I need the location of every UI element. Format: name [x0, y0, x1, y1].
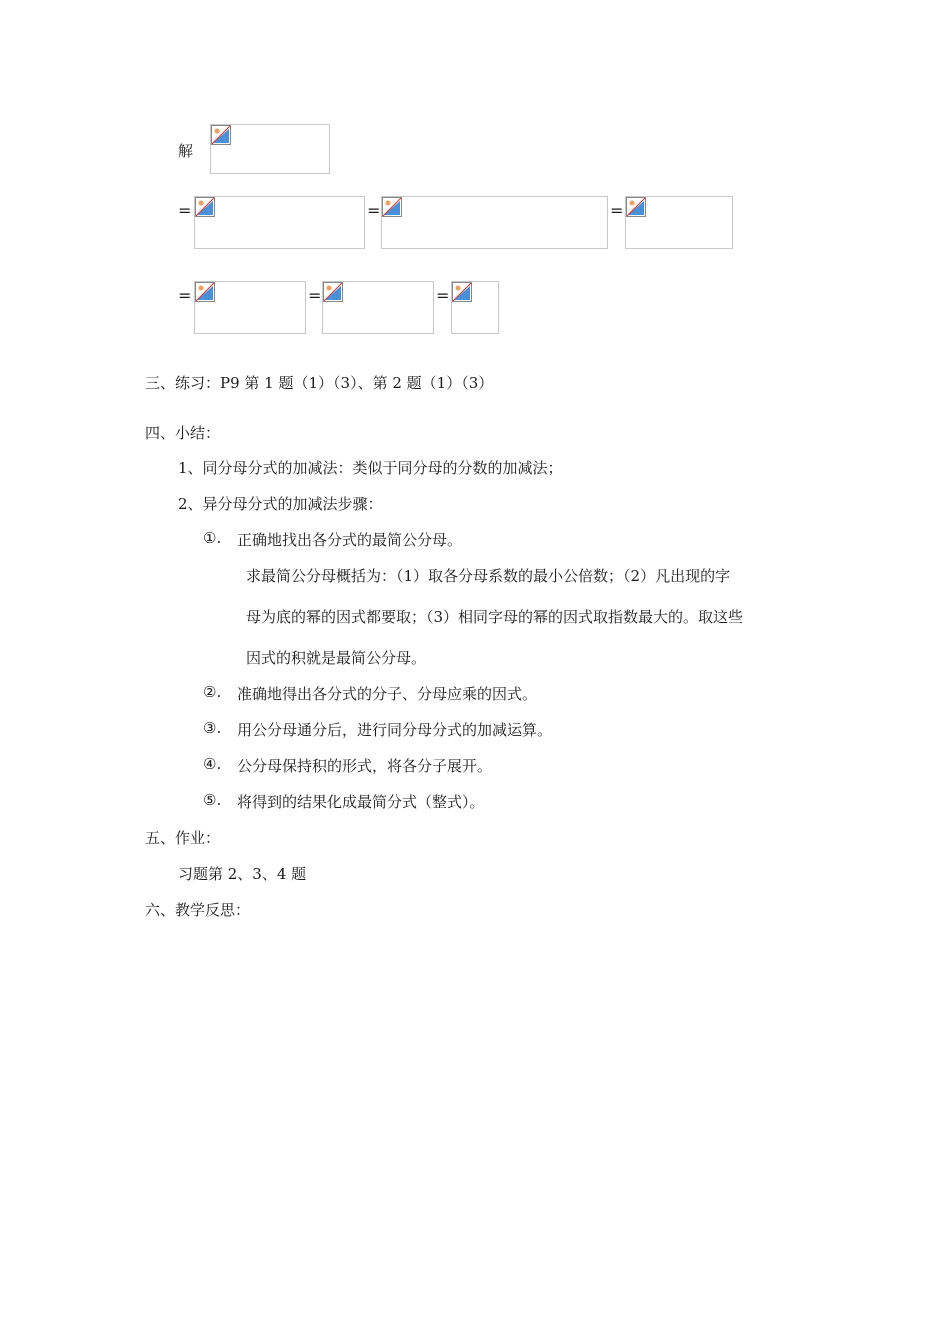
step-4-text: 公分母保持积的形式，将各分子展开。: [237, 757, 493, 775]
step-5-text: 将得到的结果化成最简分式（整式）。: [237, 793, 485, 811]
summary-item-2: 2、异分母分式的加减法步骤：: [178, 495, 383, 513]
formula-image-2: [194, 196, 365, 249]
note-line-2: 母为底的幂的因式都要取；（3）相同字母的幂的因式取指数最大的。取这些: [246, 608, 744, 626]
broken-image-icon: [626, 197, 646, 217]
step-3-marker: ③.: [203, 719, 222, 737]
equals-sign-2: =: [367, 201, 381, 220]
formula-image-7: [451, 281, 499, 334]
practice-line: 三、练习：P9 第 1 题（1）（3）、第 2 题（1）（3）: [145, 374, 494, 392]
broken-image-icon: [323, 282, 343, 302]
homework-text: 习题第 2、3、4 题: [178, 865, 307, 883]
formula-image-6: [322, 281, 434, 334]
equals-sign-3: =: [610, 201, 624, 220]
reflection-heading: 六、教学反思：: [145, 901, 251, 919]
equals-sign-5: =: [308, 286, 322, 305]
broken-image-icon: [211, 125, 231, 145]
formula-image-3: [381, 196, 608, 249]
note-line-1: 求最简公分母概括为：（1）取各分母系数的最小公倍数；（2）凡出现的字: [246, 567, 731, 585]
step-1-marker: ①.: [203, 529, 222, 547]
equals-sign-4: =: [178, 286, 192, 305]
equals-sign-1: =: [178, 201, 192, 220]
step-3-text: 用公分母通分后，进行同分母分式的加减运算。: [237, 721, 553, 739]
step-2-text: 准确地得出各分式的分子、分母应乘的因式。: [237, 685, 538, 703]
step-4-marker: ④.: [203, 755, 222, 773]
summary-item-1: 1、同分母分式的加减法：类似于同分母的分数的加减法；: [178, 459, 563, 477]
step-1-text: 正确地找出各分式的最简公分母。: [237, 531, 463, 549]
broken-image-icon: [195, 197, 215, 217]
step-5-marker: ⑤.: [203, 791, 222, 809]
homework-heading: 五、作业：: [145, 829, 221, 847]
formula-image-5: [194, 281, 306, 334]
solution-label: 解: [178, 142, 194, 160]
formula-image-4: [625, 196, 733, 249]
step-2-marker: ②.: [203, 683, 222, 701]
equals-sign-6: =: [436, 286, 450, 305]
broken-image-icon: [452, 282, 472, 302]
broken-image-icon: [382, 197, 402, 217]
formula-image-1: [210, 124, 330, 174]
broken-image-icon: [195, 282, 215, 302]
note-line-3: 因式的积就是最简公分母。: [246, 649, 427, 667]
summary-heading: 四、小结：: [145, 424, 221, 442]
